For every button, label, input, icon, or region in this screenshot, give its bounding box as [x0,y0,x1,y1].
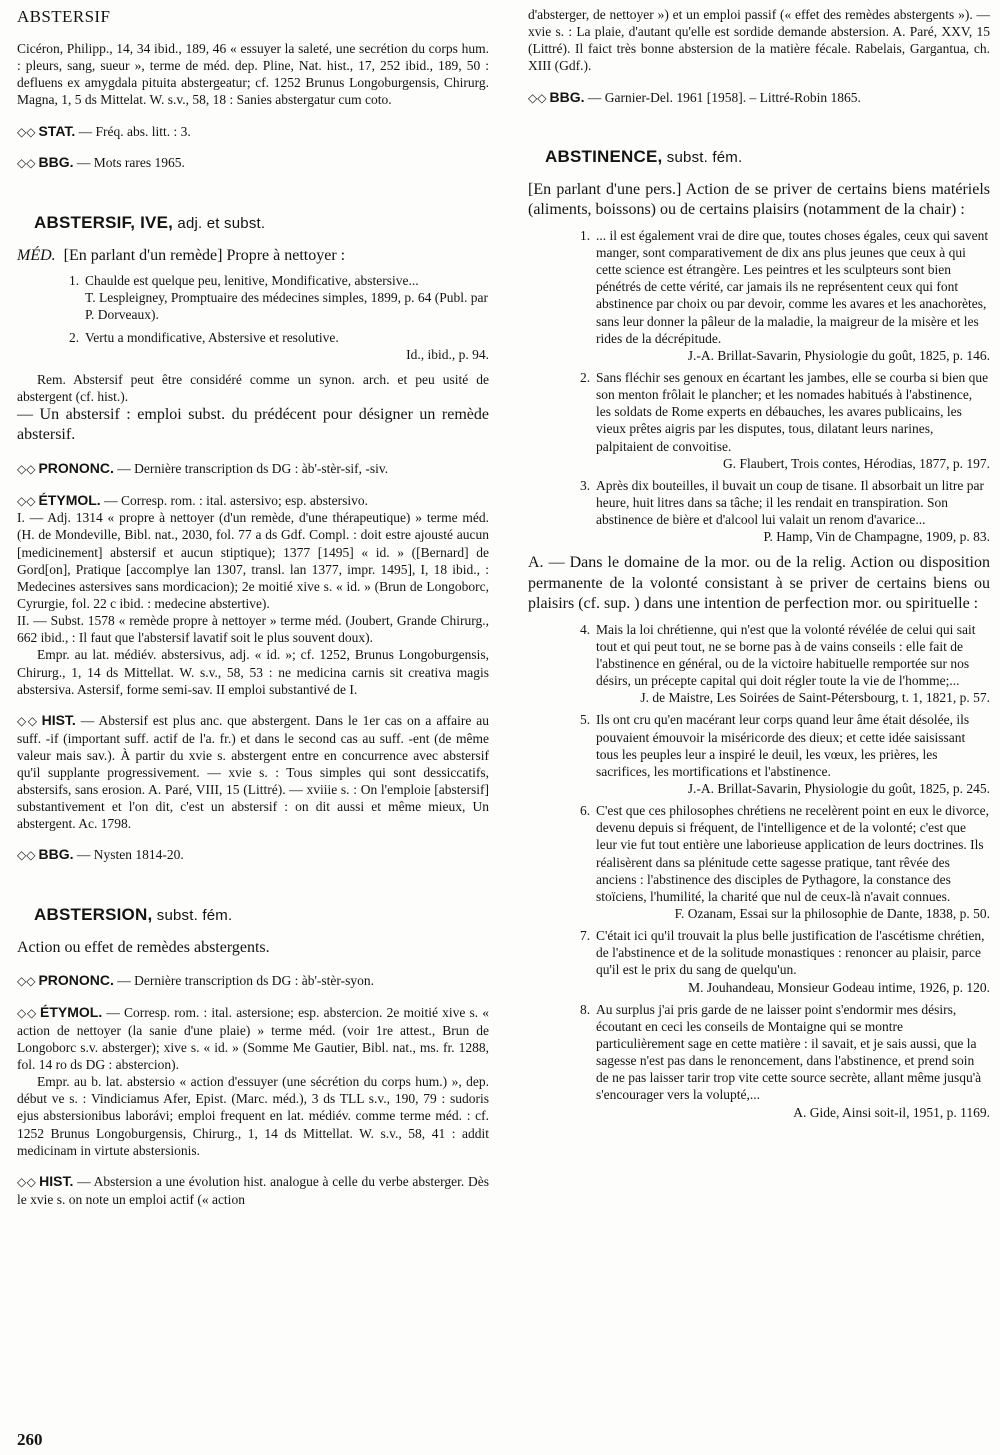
etymol-section: ◇◇ ÉTYMOL. — Corresp. rom. : ital. astersivo; esp. abstersivo. [17,491,369,508]
hist-section: ◇◇ HIST. — Abstersif est plus anc. que abstergent. Dans le 1er cas on a affaire au suff. -if (important suff. actif de l'a. fr.) et dans le second cas au suff. -ent (de même valeur mais sav.). À partir du xvie s. abstergent entre en concurrence avec abstersif qu'il supplante progressivement. — xvie s. : Tous simples qui sont dessiccatifs, abstersifs, sans erosion. A. Paré, VIII, 15 (Littré). — xviiie s. : On l'emploie [abstersif] substantivement et l'on dit, c'est un abstersif : on dit aussi et même mieux, Un abstergent. Ac. 1798. [17,711,489,832]
bbg-section: ◇◇ BBG. — Nysten 1814-20. [17,846,184,863]
bbg-section: ◇◇ BBG. — Garnier-Del. 1961 [1958]. – Littré-Robin 1865. [528,88,861,105]
continued-etymology: Cicéron, Philipp., 14, 34 ibid., 189, 46 « essuyer la saleté, une secrétion du corps hum. : pleurs, sang, sueur », terme de méd. dep. Pline, Nat. hist., 17, 252 ibid., 189, 50 : defluens ex amygdala pituita abstergeatur; cf. 1252 Brunus Longoburgensis, Chirurg. Magna, 1, 5 ds Mittelat. W. s.v., 58, 18 : Sanies abstergatur cum coto. [17,41,489,108]
diamond-icon: ◇◇ [528,90,547,105]
example-8: 8. Au surplus j'ai pris garde de ne laisser point s'endormir mes désirs, écoutant en ceci les conseils de Montaigne qui se montre particulièrement sage en cette matière : il savait, et je sais aussi, que la sagesse n'est pas dans le renoncement, dans l'abstinence, et prend soin de ne pas laisser tarir trop vite cette source secrète, allant même jusqu'à s'encourager vers la volupté,... A. Gide, Ainsi soit-il, 1951, p. 1169. [580,1001,990,1120]
stat-section: ◇◇ STAT. — Fréq. abs. litt. : 3. [17,122,191,139]
continued-history: d'absterger, de nettoyer ») et un emploi passif (« effet des remèdes abstergents »). — xvie s. : La plaie, d'autant qu'elle est sordide demande abstersion. A. Paré, XXV, 15 (Littré). Il faict très bonne abstersion de la matière fécale. Rabelais, Gargantua, ch. XIII (Gdf.). [528,7,990,74]
headword-abstinence: ABSTINENCE, subst. fém. [545,147,743,167]
diamond-icon: ◇◇ [17,156,36,171]
example-7: 7. C'était ici qu'il trouvait la plus belle justification de l'ascétisme chrétien, de l'abstinence et de la solitude monastiques : renoncer au plaisir, parce qu'il est le prix du sang de quelqu'un. M. Jouhandeau, Monsieur Godeau intime, 1926, p. 120. [580,928,990,995]
diamond-icon: ◇◇ [17,713,39,728]
remark: Rem. Abstersif peut être considéré comme un synon. arch. et peu usité de abstergent (cf. hist.). [17,371,489,404]
running-head: ABSTERSIF [17,7,111,26]
example-source: J.-A. Brillat-Savarin, Physiologie du goût, 1825, p. 245. [687,781,990,797]
example-text: Après dix bouteilles, il buvait un coup de tisane. Il absorbait un litre par heure, huit litres dans sa tâche; il les rendait en transpiration. Son abstinence de bière et d'alcool lui valait un renom d'avarice... [596,477,985,528]
hist-section: ◇◇ HIST. — Abstersion a une évolution hist. analogue à celle du verbe absterger. Dès le xvie s. on note un emploi actif (« action [17,1172,489,1207]
example-source: P. Hamp, Vin de Champagne, 1909, p. 83. [763,529,990,545]
example-list [580,227,990,546]
diamond-icon: ◇◇ [17,124,36,139]
etymology-subst: II. — Subst. 1578 « remède propre à nettoyer » terme méd. (Joubert, Grande Chirurg., 662 ibid., : Il faut que l'abstersif lavatif soit le plus souvent doux). [17,613,489,646]
diamond-icon: ◇◇ [17,848,36,863]
example-5: 5. Ils ont cru qu'en macérant leur corps quand leur âme était désolée, ils pouvaient émouvoir la miséricorde des dieux; et cette idée saisissant tous les peuples leur a inspiré le deuil, les vœux, les prières, les sacrifices, les mortifications et l'abstinence. J.-A. Brillat-Savarin, Physiologie du goût, 1825, p. 245. [580,712,990,797]
example-6: 6. C'est que ces philosophes chrétiens ne recelèrent point en eux le divorce, devenu depuis si fréquent, de l'intelligence et de la volonté; c'est que leur vie fut tout entière une laborieuse application de leurs doctrines. Ils réalisèrent dans sa plénitude cette sagesse pratique, tant rêvée des anciens : l'abstinence des disciples de Pythagore, la constance des stoïciens, l'humilité, la charité que nul de ceux-là n'avait connues. F. Ozanam, Essai sur la philosophie de Dante, 1838, p. 50. [580,803,990,922]
page-number: 260 [17,1430,43,1450]
example-list [69,272,489,363]
definition: MÉD. [En parlant d'un remède] Propre à nettoyer : [17,246,346,264]
right-column [528,6,990,1129]
diamond-icon: ◇◇ [17,1006,37,1021]
prononc-section: ◇◇ PRONONC. — Dernière transcription ds DG : àb'-stèr-syon. [17,972,375,989]
example-text: C'est que ces philosophes chrétiens ne recelèrent point en eux le divorce, devenu depuis si fréquent, de l'intelligence et de la volonté; c'est que leur vie fut tout entière une laborieuse application de leurs doctrines. Ils réalisèrent dans sa plénitude cette sagesse pratique, tant rêvée des anciens : l'abstinence des disciples de Pythagore, la constance des stoïciens, l'humilité, la charité que nul de ceux-là n'avait connues. [596,803,990,904]
diamond-icon: ◇◇ [17,1174,37,1189]
definition: [En parlant d'une pers.] Action de se priver de certains biens matériels (aliments, boissons) ou de certains plaisirs (notamment de la chair) : [528,180,990,219]
example-2: 2. Vertu a mondificative, Abstersive et resolutive. Id., ibid., p. 94. [69,329,489,362]
example-text: Mais la loi chrétienne, qui n'est que la volonté révélée de celui qui sait tout et qui peut tout, ne se borne pas à de vains conseils : elle fait de l'abstinence en général, ou de la victoire habituelle remportée sur nos désirs, un précepte capital qui doit régler toute la vie de l'homme;... [596,621,976,689]
diamond-icon: ◇◇ [17,461,36,476]
example-1: 1. ... il est également vrai de dire que, toutes choses égales, ceux qui savent manger, sont comparativement de dix ans plus jeunes que ceux à qui cette science est étrangère. Les peintres et les sculpteurs sont bien pénétrés de cette vérité, car jamais ils ne représentent ceux qui font abstinence par choix ou par devoir, comme les avares et les anachorètes, sans leur donner la pâleur de la maladie, la maigreur de la misère et les rides de la décrépitude. J.-A. Brillat-Savarin, Physiologie du goût, 1825, p. 146. [580,227,990,363]
headword-abstersion: ABSTERSION, subst. fém. [34,905,233,925]
example-source: A. Gide, Ainsi soit-il, 1951, p. 1169. [793,1104,990,1120]
example-text: Ils ont cru qu'en macérant leur corps quand leur âme était désolée, ils pouvaient émouvoir la miséricorde des dieux; et cette idée saisissant tous les peuples leur a inspiré le deuil, les vœux, les prières, les sacrifices, les mortifications et l'abstinence. [596,712,970,779]
example-2: 2. Sans fléchir ses genoux en écartant les jambes, elle se courba si bien que son menton frôlait le plancher; et les nomades habitués à l'abstinence, les soldats de Rome experts en débauches, les avares publicains, les vieux prêtes aigris par les disputes, tous, dilatant leurs narines, palpitaient de convoitise. G. Flaubert, Trois contes, Hérodias, 1877, p. 197. [580,369,990,471]
example-text: C'était ici qu'il trouvait la plus belle justification de l'ascétisme chrétien, de l'abstinence et de la solitude monastiques : renoncer au plaisir, parce qu'il est le prix du sang de quelqu'un. [596,928,985,978]
sense-A: A. — Dans le domaine de la mor. ou de la relig. Action ou disposition permanente de la volonté consistant à se priver de certains biens ou plaisirs (cf. sup. ) dans une intention de perfection mor. ou spirituelle : [528,554,990,613]
example-4: 4. Mais la loi chrétienne, qui n'est que la volonté révélée de celui qui sait tout et qui peut tout, ne se borne pas à de vains conseils : elle fait de l'abstinence en général, ou de la victoire habituelle remportée sur nos désirs, un précepte capital qui doit régler toute la vie de l'homme;... J. de Maistre, Les Soirées de Saint-Pétersbourg, t. 1, 1821, p. 57. [580,621,990,706]
example-1: 1. Chaulde est quelque peu, lenitive, Mondificative, abstersive... T. Lespleigney, Promptuaire des médecines simples, 1899, p. 64 (Publ. par P. Dorveaux). [69,273,489,323]
example-list [580,621,990,1121]
etymol-section: ◇◇ ÉTYMOL. — Corresp. rom. : ital. astersione; esp. abstercion. 2e moitié xive s. « action de nettoyer (la sanie d'une plaie) » terme méd. (voir 1re attest., Brun de Longoborc s.v. absterger); xive s. « id. » (Somme Me Gautier, Bibl. nat., ms. fr. 1288, fol. 14 ro ds DG : abstercion). [17,1004,489,1073]
example-text: ... il est également vrai de dire que, toutes choses égales, ceux qui savent manger, sont comparativement de dix ans plus jeunes que ceux à qui cette science est étrangère. Les peintres et les sculpteurs sont bien pénétrés de cette vérité, car jamais ils ne représentent ceux qui font abstinence par choix ou par devoir, comme les avares et les anachorètes, sans leur donner la pâleur de la maladie, la maigreur de la misère et les rides de la décrépitude. [596,227,989,346]
etymology-adj: I. — Adj. 1314 « propre à nettoyer (d'un remède, d'une thérapeutique) » terme méd. (H. de Mondeville, Bibl. nat., 2030, fol. 77 a ds Gdf. Compl. : doit estre ajousté aucun [medicinement] abstersif et aucun stiptique); 1377 [1495] « id. » ([Bernard] de Gord[on], Pratique [accomplye lan 1307, transl. lan 1377, impr. 1495], I, 18 ibid., : Medecines astersives sans mordicacion); 2e moitié xive s. « id. » (Brun de Longoborc, Cyrurgie, fol. 22 c ibid. : medecine abstertive). [17,510,489,611]
example-3: 3. Après dix bouteilles, il buvait un coup de tisane. Il absorbait un litre par heure, huit litres dans sa tâche; il les rendait en transpiration. Son abstinence de bière et d'alcool lui valait un renom d'avarice... P. Hamp, Vin de Champagne, 1909, p. 83. [580,477,990,545]
example-text: Sans fléchir ses genoux en écartant les jambes, elle se courba si bien que son menton frôlait le plancher; et les nomades habitués à l'abstinence, les soldats de Rome experts en débauches, les avares publicains, les vieux prêtes aigris par les disputes, tous, dilatant leurs narines, palpitaient de convoitise. [596,369,989,454]
example-source: F. Ozanam, Essai sur la philosophie de Dante, 1838, p. 50. [674,906,990,922]
etymology-borrowing: Empr. au lat. médiév. abstersivus, adj. « id. »; cf. 1252, Brunus Longoburgensis, Chirurg., 1, 14 ds Mittellat. W. s.v., 58, 53 : ne medicina carnis sit creativa magis abstersiva. Astersif, forme semi-sav. II emploi substantivé de I. [17,647,489,697]
bbg-section: ◇◇ BBG. — Mots rares 1965. [17,154,185,171]
left-column [17,40,489,1208]
diamond-icon: ◇◇ [17,974,36,989]
headword-abstersif: ABSTERSIF, IVE, adj. et subst. [34,213,266,233]
subst-usage: — Un abstersif : emploi subst. du prédécent pour désigner un remède abstersif. [17,406,489,444]
example-source: J. de Maistre, Les Soirées de Saint-Pétersbourg, t. 1, 1821, p. 57. [640,690,990,706]
diamond-icon: ◇◇ [17,493,36,508]
example-text: Au surplus j'ai pris garde de ne laisser point s'endormir mes désirs, écoutant en ceci les conseils de Montaigne qui se montre particulièrement sage en cette matière : il savait, et je sais aussi, que la sagesse n'est pas dans le renoncement, dans l'abstinence, et prend soin de ne pas laisser tarir trop vite cette source secrète, allant même jusqu'à s'encourager vers la volupté,... [596,1001,982,1103]
example-source: G. Flaubert, Trois contes, Hérodias, 1877, p. 197. [723,455,990,471]
example-source: M. Jouhandeau, Monsieur Godeau intime, 1926, p. 120. [688,979,990,995]
prononc-section: ◇◇ PRONONC. — Dernière transcription ds DG : àb'-stèr-sif, -siv. [17,459,389,476]
example-source: J.-A. Brillat-Savarin, Physiologie du goût, 1825, p. 146. [687,347,990,363]
etymology-borrowing: Empr. au b. lat. abstersio « action d'essuyer (une sécrétion du corps hum.) », dep. début ve s. : Vindiciamus Afer, Epist. (Marc. méd.), 3 ds TLL s.v., 190, 79 : sudoris ejus abstersionibus laborávi; emploi frequent en lat. médiév. comme terme méd. : cf. 1252 Brunus Longoburgensis, Chirurg., 1, 14 ds Mittellat. W. s.v., 58, 41 : addit medicinam in virtute abstersionis. [17,1074,489,1158]
definition: Action ou effet de remèdes abstergents. [17,938,270,956]
